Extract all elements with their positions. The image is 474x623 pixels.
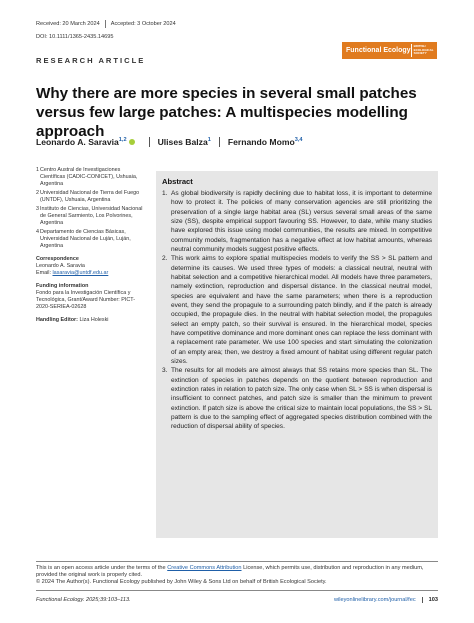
point-text: As global biodiversity is rapidly declining due to habitat loss, it is important to determine how to protect it. The policies of many conservation agencies are still prioritizing the preservation of a single large habitat area (SL) versus several small areas of the same size (SS), despite empirical support favouring SS. However, to date, while many studies have explored this issue using model communities, the results are mixed. In competitive community models, fragmentation has a negative effect at low habitat amounts, whereas neutral community models suggest positive effects.: [171, 190, 432, 253]
point-text: The results for all models are almost always that SS retains more species than SL. The extinction of species in patches depends on the quotient between reproduction and extinction rates in relation to patch size. The only case when SL > SS is when dispersal is insufficient to connect patches, and patch size is smaller than the minimum to prevent extinction. If patch size is above the critical size to maintain local populations, the SS > SL pattern is due to the sampling effect of aggregated species distribution combined with the reduction of dispersal ability of species.: [171, 367, 432, 431]
author-list: [36, 137, 303, 147]
point-number: 3.: [162, 367, 168, 375]
author-affil-sup: 3,4: [294, 137, 303, 144]
affiliation-number: 4: [36, 229, 39, 235]
affiliation-number: 1: [36, 167, 39, 173]
abstract-points: [162, 189, 432, 432]
affiliation-number: 2: [36, 190, 39, 196]
affiliation: [36, 190, 146, 204]
journal-logo[interactable]: [342, 42, 437, 59]
editor-row: [36, 317, 146, 324]
author-divider: [149, 137, 150, 147]
journal-url[interactable]: wileyonlinelibrary.com/journal/fec: [333, 597, 416, 603]
funding-label: Funding information: [36, 283, 89, 289]
doi[interactable]: DOI: 10.1111/1365-2435.14695: [36, 34, 114, 40]
page-number: 103: [422, 597, 438, 603]
correspondence-name: Leonardo A. Saravia: [36, 263, 85, 269]
email-label: Email:: [36, 270, 51, 276]
point-text: This work aims to explore spatial multispecies models to verify the SS > SL pattern and determine its causes. We used three types of models: a classical neutral, neutral with habitat selection and a competitive hierarchical model. All models have three parameters, namely extinction, reproduction and dispersal distance. In the classical neutral model, species are equivalent and have the same parameters; when there is a reproduction event, they send the propagule to a surrounding patch blindly, and if the patch is already occupied, the propagule dies. In the neutral with habitat selection model, the propagules select an empty patch, so their survival is ensured. In the hierarchical model, species have competitive dominance and more dominant ones can replace the less dominant with a replacement rate parameter. We use 100 species and start simulating the colonization of an empty area; then, we destroy a fixed amount of habitat using different regular patch sizes.: [171, 255, 432, 365]
affiliation: [36, 206, 146, 227]
license-text: [36, 565, 438, 579]
point-number: 2.: [162, 255, 168, 263]
bes-logo-line-1: BRITISH: [413, 44, 426, 49]
license-divider: [36, 561, 438, 562]
section-label: RESEARCH ARTICLE: [36, 56, 146, 65]
affiliation: [36, 167, 146, 188]
bes-logo-line-3: SOCIETY: [413, 51, 427, 56]
affiliation-text: Centro Austral de Investigaciones Científicas (CADIC-CONICET), Ushuaia, Argentina: [40, 167, 138, 187]
author-name: Ulises Balza: [157, 137, 208, 147]
point-number: 1.: [162, 190, 168, 197]
author-affil-sup: 1,2: [118, 137, 127, 144]
journal-name: Functional Ecology: [346, 47, 411, 54]
editor-name: Liza Holeski: [79, 317, 109, 323]
affiliation-text: Instituto de Ciencias, Universidad Nacional de General Sarmiento, Los Polvorines, Argentina: [40, 206, 143, 226]
abstract-point: [162, 366, 432, 431]
author-divider: [219, 137, 220, 147]
license-notice: [36, 565, 438, 587]
correspondence-label: Correspondence: [36, 256, 79, 262]
journal-citation: Functional Ecology. 2025;39:103–113.: [36, 597, 131, 603]
article-sidebar: [36, 167, 146, 324]
affiliation-text: Departamento de Ciencias Básicas, Universidad Nacional de Luján, Luján, Argentina: [40, 229, 131, 249]
abstract-heading: Abstract: [162, 177, 193, 186]
bes-logo-icon: [411, 44, 434, 57]
author-1[interactable]: [36, 137, 127, 147]
funding-text: Fondo para la Investigación Científica y Tecnológica, Grant/Award Number: PICT-2020-SERIEA-02628: [36, 290, 136, 310]
affiliation-number: 3: [36, 206, 39, 212]
publication-dates: [36, 20, 176, 28]
correspondence-email-row: [36, 270, 146, 277]
author-name: Fernando Momo: [227, 137, 295, 147]
date-divider: [105, 20, 106, 28]
article-title: Why there are more species in several small patches versus few large patches: A multispecies modelling approach: [36, 85, 417, 140]
author-3[interactable]: [228, 137, 303, 147]
license-link[interactable]: Creative Commons Attribution: [167, 565, 242, 571]
license-post: License, which permits use, distribution and reproduction in any medium, provided the original work is properly cited.: [36, 565, 424, 579]
affiliation-text: Universidad Nacional de Tierra del Fuego (UNTDF), Ushuaia, Argentina: [40, 190, 140, 203]
abstract-point: [162, 189, 432, 254]
accepted-date: Accepted: 3 October 2024: [110, 21, 176, 28]
abstract-box: [156, 171, 438, 538]
author-name: Leonardo A. Saravia: [36, 137, 119, 147]
footer-divider: [36, 590, 438, 591]
copyright-text: © 2024 The Author(s). Functional Ecology published by John Wiley & Sons Ltd on behalf of British Ecological Society.: [36, 579, 327, 586]
affiliation: [36, 229, 146, 250]
email-link[interactable]: lasaravia@untdf.edu.ar: [52, 270, 109, 276]
editor-label: Handling Editor:: [36, 317, 78, 323]
bes-logo-line-2: ECOLOGICAL: [413, 47, 434, 52]
received-date: Received: 20 March 2024: [36, 21, 100, 28]
orcid-icon[interactable]: [129, 139, 135, 145]
author-affil-sup: 1: [207, 137, 211, 144]
abstract-point: [162, 254, 432, 366]
page-footer: [36, 597, 438, 603]
author-2[interactable]: [158, 137, 211, 147]
license-pre: This is an open access article under the terms of the: [36, 565, 168, 571]
